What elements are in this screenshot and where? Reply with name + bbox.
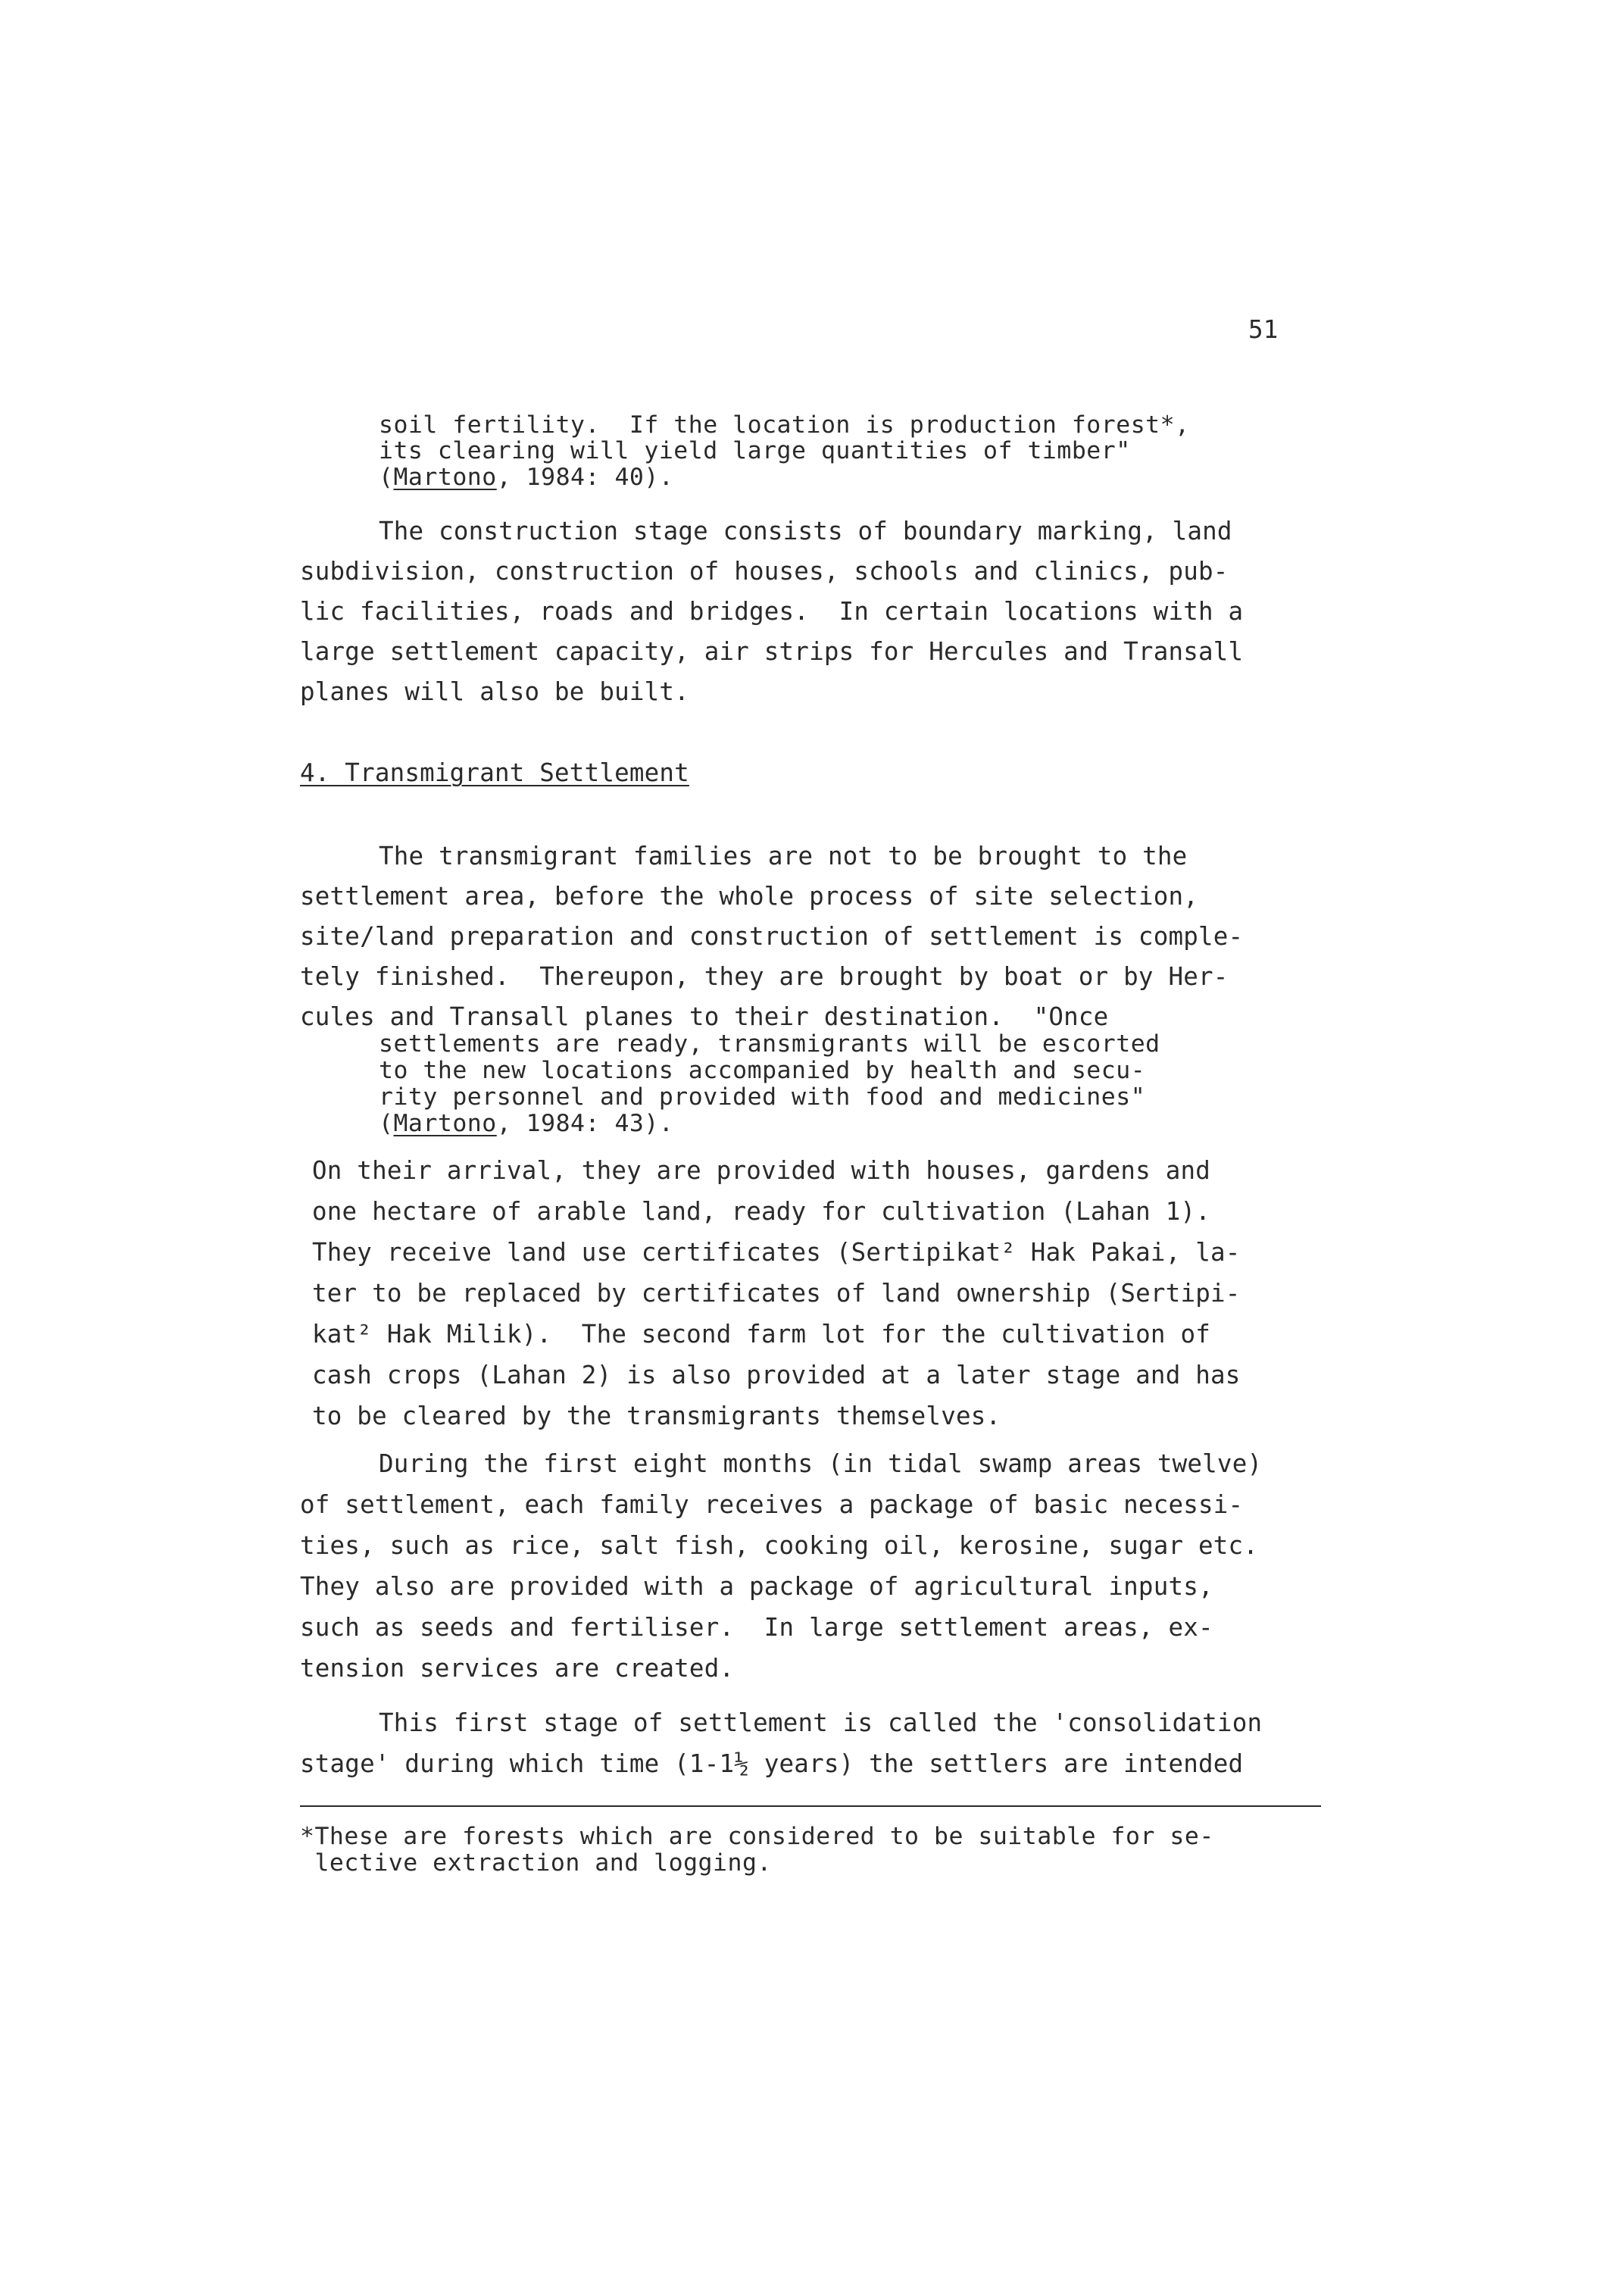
paragraph-line: The transmigrant families are not to be brought to the [379,842,1188,870]
paragraph-line: of settlement, each family receives a package of basic necessi- [300,1490,1244,1519]
paragraph-line: They receive land use certificates (Sertipikat² Hak Pakai, la- [312,1238,1241,1267]
paragraph-line: settlement area, before the whole process of site selection, [300,882,1198,911]
paragraph-line: planes will also be built. [300,677,689,706]
paragraph-line: tely finished. Thereupon, they are brought by boat or by Her- [300,962,1229,991]
paragraph-line: cules and Transall planes to their destination. "Once [300,1002,1109,1031]
quote-line: to the new locations accompanied by health and secu- [379,1057,1146,1084]
quote-citation: (Martono, 1984: 40). [379,464,674,491]
paragraph-line: subdivision, construction of houses, schools and clinics, pub- [300,557,1229,586]
paragraph-line: large settlement capacity, air strips for Hercules and Transall [300,637,1244,666]
quote-line: its clearing will yield large quantities of timber" [379,437,1131,464]
paragraph-line: such as seeds and fertiliser. In large settlement areas, ex- [300,1613,1213,1642]
paragraph-line: stage' during which time (1-1½ years) the settlers are intended [300,1749,1244,1778]
paragraph-line: The construction stage consists of boundary marking, land [379,517,1232,545]
paragraph-line: This first stage of settlement is called the 'consolidation [379,1708,1263,1737]
paragraph-line: They also are provided with a package of agricultural inputs, [300,1572,1213,1601]
footnote-divider [300,1805,1321,1807]
paragraph-line: During the first eight months (in tidal swamp areas twelve) [379,1449,1263,1478]
footnote-line: lective extraction and logging. [300,1849,772,1877]
section-heading: 4. Transmigrant Settlement [300,758,689,787]
paragraph-line: to be cleared by the transmigrants themselves. [312,1402,1001,1430]
citation-author: Martono [393,1110,497,1137]
paragraph-line: tension services are created. [300,1654,735,1683]
quote-line: rity personnel and provided with food and medicines" [379,1083,1146,1111]
paragraph-line: kat² Hak Milik). The second farm lot for the cultivation of [312,1320,1210,1349]
paragraph-line: one hectare of arable land, ready for cultivation (Lahan 1). [312,1197,1210,1226]
quote-citation: (Martono, 1984: 43). [379,1110,674,1137]
citation-author: Martono [393,464,497,491]
paragraph-line: site/land preparation and construction of settlement is comple- [300,922,1244,951]
footnote-line: *These are forests which are considered to be suitable for se- [300,1823,1214,1850]
paragraph-line: ties, such as rice, salt fish, cooking oil, kerosine, sugar etc. [300,1531,1259,1560]
paragraph-line: ter to be replaced by certificates of land ownership (Sertipi- [312,1279,1241,1308]
paragraph-line: On their arrival, they are provided with houses, gardens and [312,1156,1210,1185]
quote-line: soil fertility. If the location is production forest*, [379,411,1190,439]
quote-line: settlements are ready, transmigrants will be escorted [379,1030,1160,1058]
page-number: 51 [1248,315,1279,344]
paragraph-line: lic facilities, roads and bridges. In certain locations with a [300,597,1244,626]
paragraph-line: cash crops (Lahan 2) is also provided at a later stage and has [312,1361,1241,1389]
